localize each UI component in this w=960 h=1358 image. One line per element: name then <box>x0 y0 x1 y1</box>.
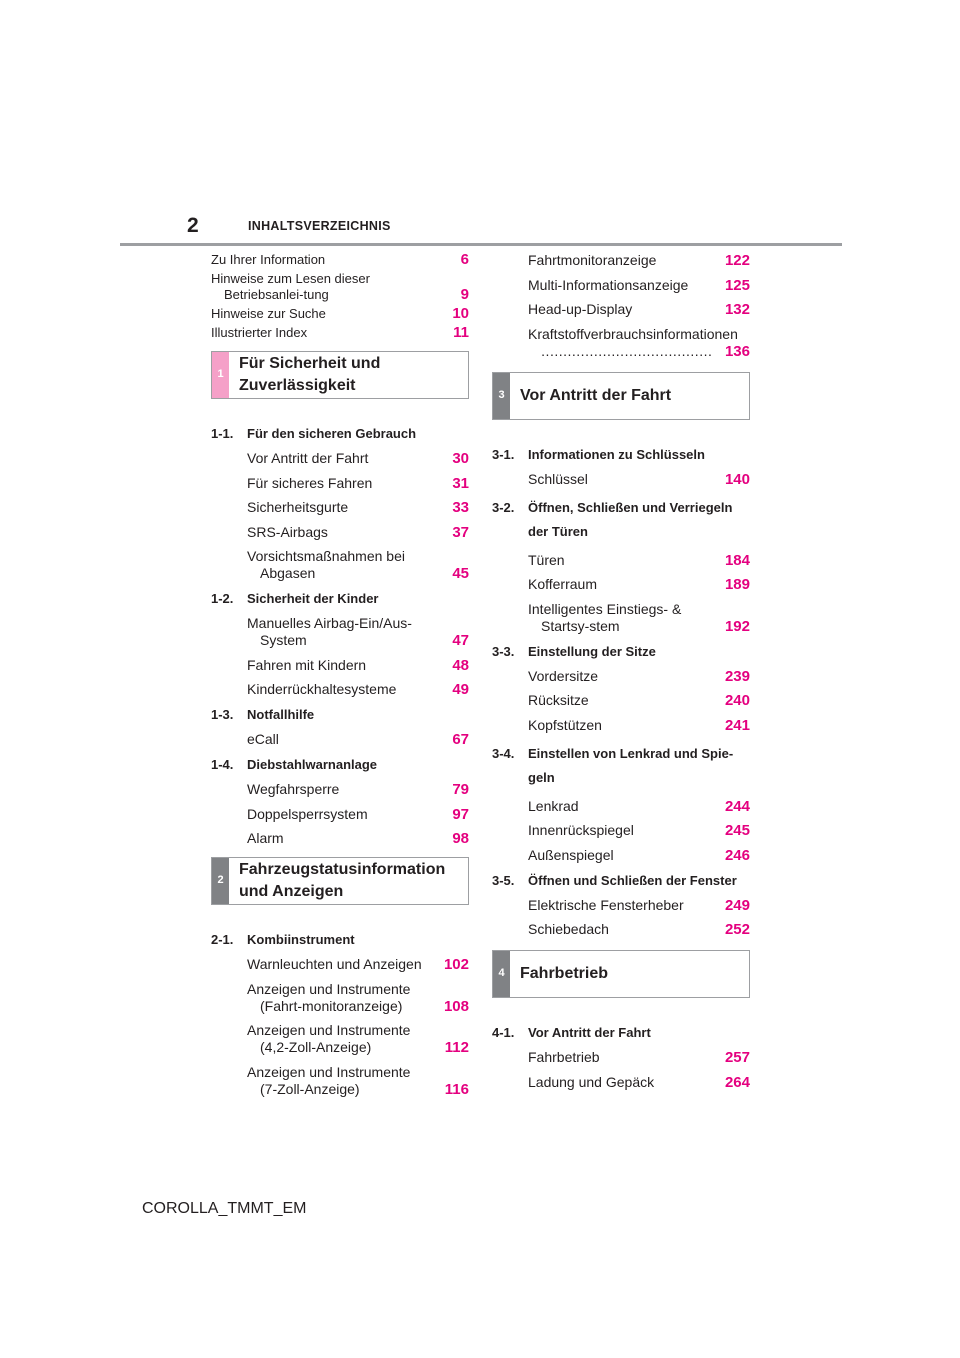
toc-entry[interactable]: Ladung und Gepäck ..... 264 <box>528 1074 750 1091</box>
section-heading: 1-2. Sicherheit der Kinder <box>211 591 379 606</box>
toc-entry[interactable]: Manuelles Airbag-Ein/Aus-System ..... 47 <box>247 615 469 649</box>
toc-entry[interactable]: Anzeigen und Instrumente (Fahrt-monitoranzeige) ..... 108 <box>247 981 469 1015</box>
toc-entry[interactable]: Elektrische Fensterheber ..... 249 <box>528 897 750 914</box>
section-heading: 1-1. Für den sicheren Gebrauch <box>211 426 417 441</box>
page-link: 116 <box>444 1080 469 1098</box>
page-link: 257 <box>724 1049 750 1066</box>
toc-entry[interactable]: Rücksitze ..... 240 <box>528 692 750 709</box>
toc-entry[interactable]: Schlüssel ..... 140 <box>528 471 750 488</box>
toc-entry[interactable]: Innenrückspiegel ..... 245 <box>528 822 750 839</box>
toc-entry[interactable]: Intelligentes Einstiegs- & Startsy-stem ..... 192 <box>528 601 750 635</box>
page-link: 48 <box>452 656 469 674</box>
chapter-title: Fahrzeugstatusinformation und Anzeigen <box>239 861 446 900</box>
toc-entry[interactable]: Für sicheres Fahren ..... 31 <box>247 475 469 492</box>
toc-entry[interactable]: Fahren mit Kindern ..... 48 <box>247 657 469 674</box>
toc-entry[interactable]: Lenkrad ..... 244 <box>528 798 750 815</box>
page-link: 11 <box>453 324 469 341</box>
page-link: 47 <box>452 632 469 649</box>
chapter-title: Vor Antritt der Fahrt <box>520 386 672 404</box>
page-header-title: INHALTSVERZEICHNIS <box>248 219 391 233</box>
toc-entry[interactable]: Doppelsperrsystem ..... 97 <box>247 806 469 823</box>
page-link: 239 <box>724 667 750 685</box>
toc-entry[interactable]: Fahrtmonitoranzeige ..... 122 <box>528 252 750 269</box>
chapter-tab: 2 <box>212 858 229 904</box>
chapter-heading <box>211 857 469 905</box>
chapter-tab: 1 <box>212 352 229 398</box>
toc-entry[interactable]: Kraftstoffverbrauchsinformationen ..... 136 <box>528 326 750 360</box>
toc-entry[interactable]: Wegfahrsperre ..... 79 <box>247 781 469 798</box>
page-link: 192 <box>724 617 750 635</box>
page-link: 30 <box>452 450 469 467</box>
toc-left-column <box>211 252 469 1105</box>
page-link: 122 <box>724 252 750 269</box>
section-heading: 1-3. Notfallhilfe <box>211 707 315 722</box>
toc-entry[interactable]: Kopfstützen ..... 241 <box>528 717 750 734</box>
page-link: 244 <box>724 797 750 815</box>
chapter-heading <box>492 372 750 420</box>
page-link: 33 <box>452 499 469 516</box>
toc-entry[interactable]: Vordersitze ..... 239 <box>528 668 750 685</box>
page-number: 2 <box>187 214 199 237</box>
chapter-heading <box>492 950 750 998</box>
page-link: 112 <box>444 1039 469 1056</box>
chapter-title: Fahrbetrieb <box>520 965 609 982</box>
chapter-tab: 3 <box>493 373 510 419</box>
chapter-title: Für Sicherheit und Zuverlässigkeit <box>239 355 381 394</box>
toc-entry[interactable]: Vor Antritt der Fahrt ..... 30 <box>247 450 469 467</box>
toc-entry[interactable]: Multi-Informationsanzeige ..... 125 <box>528 277 750 294</box>
page-link: 249 <box>724 896 750 914</box>
page-link: 252 <box>724 921 750 938</box>
page-link: 132 <box>724 301 750 318</box>
toc-entry[interactable]: Vorsichtsmaßnahmen bei Abgasen ..... 45 <box>247 548 469 582</box>
page-link: 45 <box>452 565 469 582</box>
toc-entry[interactable]: Schiebedach ..... 252 <box>528 921 750 938</box>
toc-entry[interactable]: Head-up-Display ..... 132 <box>528 301 750 318</box>
toc-entry[interactable]: Hinweise zur Suche ..... 10 <box>211 306 469 322</box>
toc-entry[interactable]: Zu Ihrer Information ..... 6 <box>211 252 469 268</box>
chapter-heading <box>211 351 469 399</box>
page-link: 189 <box>724 576 750 593</box>
toc-entry[interactable]: Kinderrückhaltesysteme ..... 49 <box>247 681 469 698</box>
toc-entry[interactable]: Warnleuchten und Anzeigen ..... 102 <box>247 956 469 973</box>
document-code: COROLLA_TMMT_EM <box>142 1200 307 1217</box>
toc-entry[interactable]: Anzeigen und Instrumente (4,2-Zoll-Anzeige) ..... 112 <box>247 1022 469 1056</box>
page-link: 264 <box>724 1073 750 1091</box>
toc-entry[interactable]: eCall ..... 67 <box>247 731 469 748</box>
page-link: 98 <box>452 830 469 847</box>
page-link: 67 <box>452 731 469 748</box>
page-link: 184 <box>724 551 750 569</box>
toc-entry[interactable]: Anzeigen und Instrumente (7-Zoll-Anzeige) ..... 116 <box>247 1064 469 1098</box>
section-heading: 2-1. Kombiinstrument <box>211 932 355 947</box>
toc-entry[interactable]: Alarm ..... 98 <box>247 830 469 847</box>
page-link: 37 <box>452 523 469 541</box>
page-link: 241 <box>724 716 750 734</box>
toc-entry[interactable]: Kofferraum ..... 189 <box>528 576 750 593</box>
section-heading: 3-1. Informationen zu Schlüsseln <box>492 446 705 462</box>
toc-entry[interactable]: Illustrierter Index ..... 11 <box>211 325 469 341</box>
section-heading: 3-4. Einstellen von Lenkrad und Spie-geln <box>492 745 734 785</box>
chapter-tab: 4 <box>493 951 510 997</box>
page-link: 6 <box>460 251 469 268</box>
page-link: 140 <box>724 470 750 488</box>
toc-right-column <box>492 252 750 1098</box>
section-heading: 3-2. Öffnen, Schließen und Verriegeln der Türen <box>492 499 733 539</box>
section-heading: 3-5. Öffnen und Schließen der Fenster <box>492 872 737 888</box>
page-link: 49 <box>452 681 469 698</box>
page-link: 102 <box>443 956 469 973</box>
page-link: 79 <box>452 781 469 798</box>
toc-entry[interactable]: Hinweise zum Lesen dieser Betriebsanlei-tung ..... 9 <box>211 271 469 303</box>
page-link: 10 <box>452 305 469 322</box>
page-link: 9 <box>460 286 469 303</box>
page-link: 136 <box>724 342 750 360</box>
toc-entry[interactable]: Außenspiegel ..... 246 <box>528 847 750 864</box>
header-rule <box>120 243 842 246</box>
section-heading: 1-4. Diebstahlwarnanlage <box>211 757 378 772</box>
page-link: 245 <box>724 822 750 839</box>
page-link: 108 <box>443 997 469 1015</box>
section-heading: 3-3. Einstellung der Sitze <box>492 643 656 659</box>
page-link: 246 <box>724 846 750 864</box>
toc-entry[interactable]: Sicherheitsgurte ..... 33 <box>247 499 469 516</box>
page-link: 31 <box>452 474 469 492</box>
toc-entry[interactable]: SRS-Airbags ..... 37 <box>247 524 469 541</box>
page-link: 97 <box>452 805 469 823</box>
page-link: 240 <box>724 692 750 709</box>
page-link: 125 <box>724 276 750 294</box>
toc-entry[interactable]: Fahrbetrieb ..... 257 <box>528 1049 750 1066</box>
toc-entry[interactable]: Türen ..... 184 <box>528 552 750 569</box>
section-heading: 4-1. Vor Antritt der Fahrt <box>492 1025 651 1040</box>
